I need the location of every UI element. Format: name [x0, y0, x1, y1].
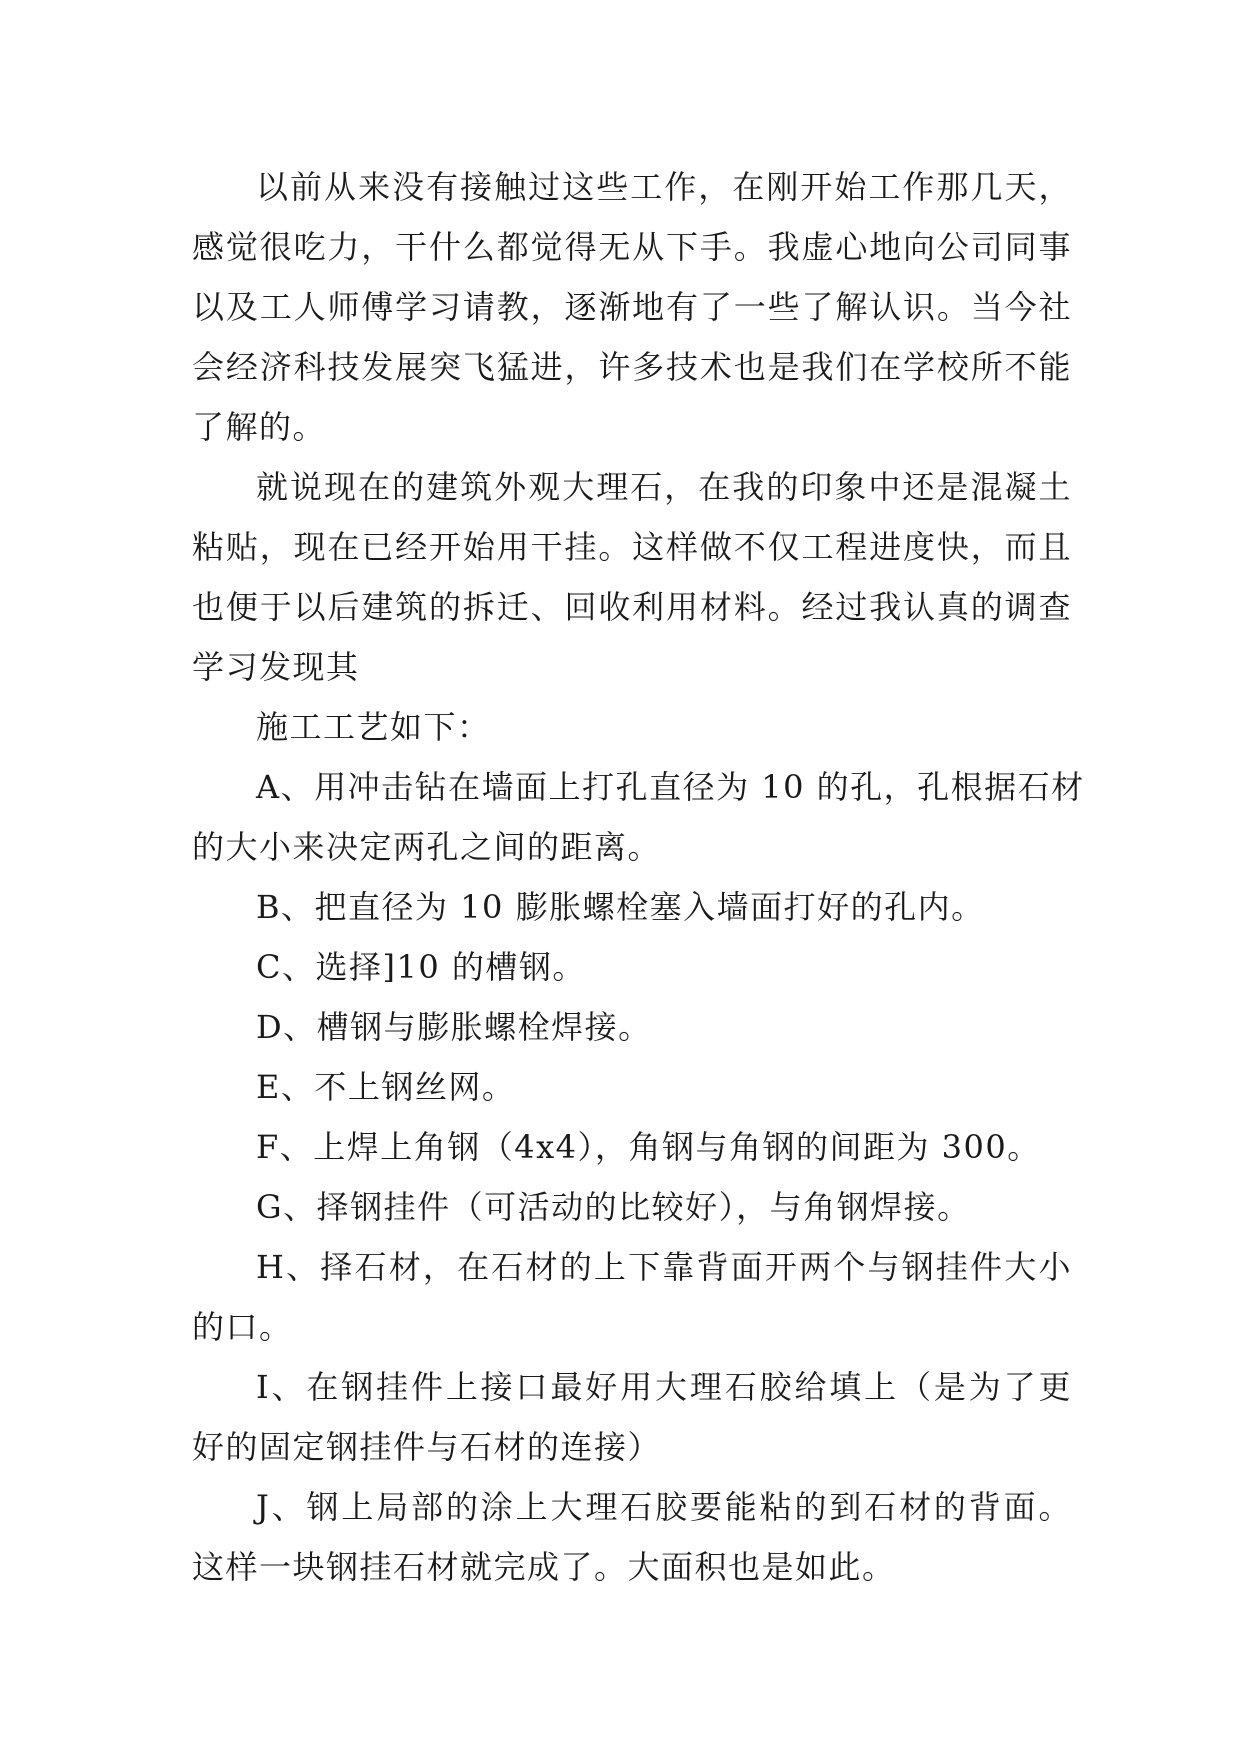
paragraph-1-line-2: 感觉很吃力，干什么都觉得无从下手。我虚心地向公司同事: [192, 228, 1072, 266]
step-j-line-1: J、钢上局部的涂上大理石胶要能粘的到石材的背面。: [256, 1488, 1072, 1526]
paragraph-2-line-2: 粘贴，现在已经开始用干挂。这样做不仅工程进度快，而且: [192, 528, 1072, 566]
step-j-line-2: 这样一块钢挂石材就完成了。大面积也是如此。: [192, 1548, 896, 1586]
paragraph-1-line-3: 以及工人师傅学习请教，逐渐地有了一些了解认识。当今社: [192, 288, 1072, 326]
paragraph-1-line-4: 会经济科技发展突飞猛进，许多技术也是我们在学校所不能: [192, 348, 1072, 386]
paragraph-2-line-3: 也便于以后建筑的拆迁、回收利用材料。经过我认真的调查: [192, 588, 1072, 626]
step-a-line-1: A、用冲击钻在墙面上打孔直径为 10 的孔，孔根据石材: [256, 768, 1085, 806]
step-g: G、择钢挂件（可活动的比较好），与角钢焊接。: [256, 1188, 971, 1226]
step-i-line-2: 好的固定钢挂件与石材的连接）: [192, 1428, 662, 1466]
step-h-line-1: H、择石材，在石材的上下靠背面开两个与钢挂件大小: [256, 1248, 1072, 1286]
step-a-line-2: 的大小来决定两孔之间的距离。: [192, 828, 662, 866]
step-c: C、选择]10 的槽钢。: [256, 948, 586, 986]
paragraph-2-line-1: 就说现在的建筑外观大理石，在我的印象中还是混凝土: [256, 468, 1072, 506]
process-heading: 施工工艺如下：: [256, 708, 491, 746]
step-e: E、不上钢丝网。: [256, 1068, 516, 1106]
paragraph-1-line-5: 了解的。: [192, 408, 327, 446]
paragraph-2-line-4: 学习发现其: [192, 648, 360, 686]
step-h-line-2: 的口。: [192, 1308, 293, 1346]
paragraph-1-line-1: 以前从来没有接触过这些工作，在刚开始工作那几天，: [256, 168, 1072, 206]
step-f: F、上焊上角钢（4x4），角钢与角钢的间距为 300。: [256, 1128, 1041, 1166]
step-i-line-1: I、在钢挂件上接口最好用大理石胶给填上（是为了更: [256, 1368, 1072, 1406]
step-d: D、槽钢与膨胀螺栓焊接。: [256, 1008, 652, 1046]
step-b: B、把直径为 10 膨胀螺栓塞入墙面打好的孔内。: [256, 888, 985, 926]
